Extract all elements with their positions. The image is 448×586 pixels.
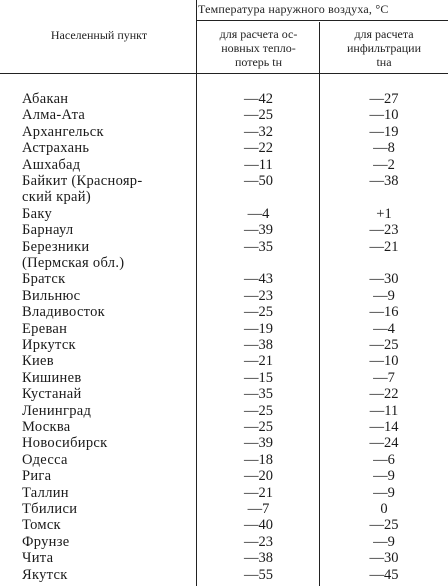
table-row [0, 321, 448, 337]
header-city: Населенный пункт [50, 28, 148, 42]
temp-infiltration: —2 [373, 156, 395, 173]
city-name: Абакан [22, 91, 69, 107]
table-row [0, 255, 448, 271]
city-name: Братск [22, 271, 66, 288]
temp-basic-heat-loss: —38 [244, 337, 273, 353]
temp-basic-heat-loss: —43 [244, 271, 273, 288]
temp-basic-heat-loss: —55 [244, 566, 273, 583]
temp-infiltration: —11 [369, 402, 399, 419]
table-row [0, 304, 448, 320]
table-row [0, 534, 448, 550]
city-name: Киев [22, 353, 54, 370]
table-row [0, 435, 448, 451]
temp-basic-heat-loss: —4 [247, 205, 270, 222]
header-bottom-rule [0, 73, 448, 74]
city-name: Ашхабад [22, 156, 81, 173]
temp-infiltration: —9 [373, 287, 395, 304]
temp-basic-heat-loss: —23 [244, 287, 273, 304]
temp-infiltration: —24 [369, 435, 399, 452]
city-name: Таллин [22, 484, 69, 501]
temp-infiltration: —38 [369, 173, 399, 189]
table-row [0, 567, 448, 583]
city-name: (Пермская обл.) [22, 255, 125, 271]
table-row [0, 370, 448, 386]
city-name: Одесса [22, 451, 68, 468]
temp-infiltration: —27 [369, 91, 399, 107]
temp-infiltration: —30 [369, 550, 399, 567]
header-col2-line: tна [376, 55, 392, 69]
temp-infiltration: —22 [369, 386, 399, 403]
city-name: Кишинев [22, 369, 82, 386]
temp-infiltration: —21 [369, 238, 399, 255]
city-name: Астрахань [22, 140, 90, 157]
header-col1-line: для расчета ос- [219, 27, 298, 41]
temp-basic-heat-loss: —20 [244, 468, 273, 485]
table-row [0, 468, 448, 484]
city-name: Якутск [22, 566, 68, 583]
header-col1-line: потерь tн [234, 55, 283, 69]
table-row [0, 452, 448, 468]
temp-basic-heat-loss: —25 [244, 304, 273, 321]
table-row [0, 124, 448, 140]
temp-infiltration: —10 [369, 107, 399, 124]
header-col2-line: инфильтрации [346, 41, 422, 55]
header-col1-line: новных тепло- [221, 41, 296, 55]
temp-infiltration: —45 [369, 566, 399, 583]
temp-basic-heat-loss: —23 [244, 533, 273, 550]
table-row [0, 173, 448, 189]
table-row [0, 222, 448, 238]
header-basic-heat-loss [198, 27, 319, 69]
temp-infiltration: —10 [369, 353, 399, 370]
temp-basic-heat-loss: —25 [244, 402, 273, 419]
table-row [0, 91, 448, 107]
city-name: Архангельск [22, 123, 104, 140]
temp-infiltration: —16 [369, 304, 399, 321]
table-row [0, 288, 448, 304]
table-row [0, 501, 448, 517]
temp-basic-heat-loss: —21 [244, 484, 273, 501]
temp-basic-heat-loss: —22 [244, 140, 273, 157]
table-row [0, 419, 448, 435]
city-name: Новосибирск [22, 435, 108, 452]
temp-basic-heat-loss: —39 [244, 222, 273, 239]
table-row [0, 157, 448, 173]
temp-basic-heat-loss: —19 [244, 320, 273, 337]
city-name: Чита [22, 550, 54, 567]
table-row [0, 550, 448, 566]
city-name: Фрунзе [22, 533, 70, 550]
city-name: Вильнюс [22, 287, 81, 304]
city-name: Томск [22, 517, 61, 534]
temp-basic-heat-loss: —21 [244, 353, 273, 370]
temp-basic-heat-loss: —38 [244, 550, 273, 567]
temp-basic-heat-loss: —15 [244, 369, 273, 386]
table-row [0, 337, 448, 353]
temp-basic-heat-loss: —7 [247, 501, 270, 517]
temp-basic-heat-loss: —42 [244, 91, 273, 107]
temp-infiltration: —19 [369, 123, 399, 140]
city-name: Кустанай [22, 386, 82, 403]
header-subdivider [196, 20, 448, 21]
city-name: Рига [22, 468, 52, 485]
temp-infiltration: —8 [373, 140, 395, 157]
city-name: Баку [22, 205, 53, 222]
temp-infiltration: —9 [373, 533, 395, 550]
city-name: Березники [22, 238, 90, 255]
city-name: Ленинград [22, 402, 92, 419]
temp-basic-heat-loss: —39 [244, 435, 273, 452]
city-name: Тбилиси [22, 501, 78, 517]
temp-basic-heat-loss: —18 [244, 451, 273, 468]
temp-infiltration: —23 [369, 222, 399, 239]
temp-basic-heat-loss: —25 [244, 419, 273, 435]
temp-infiltration: +1 [376, 205, 392, 222]
header-temperature: Температура наружного воздуха, °С [198, 2, 389, 16]
temp-basic-heat-loss: —50 [244, 173, 273, 189]
temp-infiltration: —25 [369, 337, 399, 353]
temp-infiltration: 0 [380, 501, 388, 517]
temp-basic-heat-loss: —11 [244, 156, 273, 173]
temp-infiltration: —9 [373, 484, 395, 501]
city-name: Владивосток [22, 304, 106, 321]
city-name: Москва [22, 419, 71, 435]
table-row [0, 239, 448, 255]
header-col2-line: для расчета [354, 27, 414, 41]
temp-infiltration: —6 [373, 451, 395, 468]
temp-infiltration: —4 [373, 320, 395, 337]
header-infiltration [320, 27, 448, 69]
table-row [0, 271, 448, 287]
temp-basic-heat-loss: —40 [244, 517, 273, 534]
table-row [0, 206, 448, 222]
table-row [0, 353, 448, 369]
table-row [0, 386, 448, 402]
temp-infiltration: —7 [373, 369, 395, 386]
temp-basic-heat-loss: —32 [244, 123, 273, 140]
temp-basic-heat-loss: —35 [244, 386, 273, 403]
city-name: Ереван [22, 320, 68, 337]
city-name: Барнаул [22, 222, 74, 239]
table-row [0, 189, 448, 205]
table-row [0, 485, 448, 501]
temp-infiltration: —25 [369, 517, 399, 534]
city-name: Алма-Ата [22, 107, 86, 124]
city-name: Байкит (Краснояр- [22, 173, 143, 189]
temp-infiltration: —14 [369, 419, 399, 435]
temp-infiltration: —9 [373, 468, 395, 485]
city-name: ский край) [22, 189, 91, 206]
table-row [0, 140, 448, 156]
temp-basic-heat-loss: —35 [244, 238, 273, 255]
temp-infiltration: —30 [369, 271, 399, 288]
city-name: Иркутск [22, 337, 76, 353]
table-row [0, 403, 448, 419]
table-row [0, 517, 448, 533]
temp-basic-heat-loss: —25 [244, 107, 273, 124]
table-row [0, 107, 448, 123]
